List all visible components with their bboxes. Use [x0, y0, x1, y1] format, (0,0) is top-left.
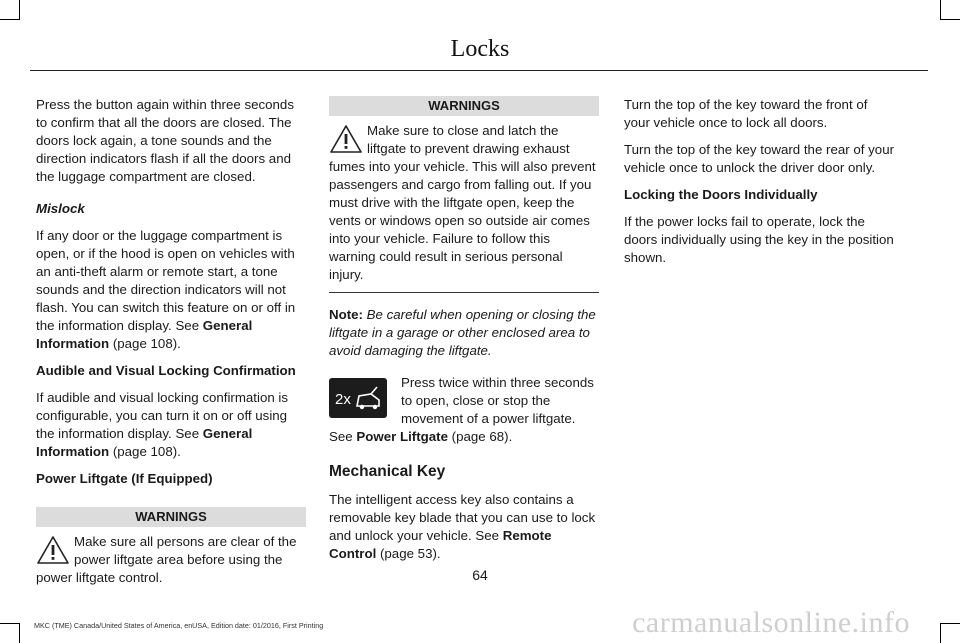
column-right — [624, 96, 896, 276]
confirm-paragraph: Press the button again within three seconds to confirm that all the doors are closed. The doors lock again, a tone sounds and the direction indicators flash if all the doors and the luggage compartment are closed. — [36, 97, 294, 184]
column-left — [36, 96, 306, 587]
crop-mark — [940, 623, 960, 624]
crop-mark — [940, 19, 960, 20]
column-middle — [329, 96, 599, 572]
mechanical-key-text: The intelligent access key also contains a removable key blade that you can use to lock and unlock your vehicle. See — [329, 492, 596, 543]
warnings-bar: WARNINGS — [329, 96, 599, 116]
mechanical-key-paragraph — [329, 491, 599, 563]
remote-control-link[interactable]: Remote Control — [329, 528, 552, 561]
general-information-link[interactable]: General Information — [36, 426, 253, 459]
liftgate-car-icon — [333, 382, 383, 414]
crop-mark — [940, 623, 941, 643]
locking-individually-paragraph: If the power locks fail to operate, lock the doors individually using the key in the position shown. — [624, 214, 894, 265]
note-paragraph — [329, 306, 599, 360]
crop-mark — [0, 623, 20, 624]
note-text: Be careful when opening or closing the liftgate in a garage or other enclosed area to avoid damaging the liftgate. — [329, 307, 596, 358]
mislock-paragraph — [36, 227, 306, 353]
mechanical-key-page-ref: (page 53). — [376, 546, 441, 561]
mislock-text: If any door or the luggage compartment is open, or if the hood is open on vehicles with an anti-theft alarm or remote start, a tone sounds and the direction indicators will not flash. You can switch this feature on or off in the information display. See — [36, 228, 296, 333]
audible-heading: Audible and Visual Locking Confirmation — [36, 363, 296, 378]
liftgate-heading: Power Liftgate (If Equipped) — [36, 471, 213, 486]
audible-text: If audible and visual locking confirmation is configurable, you can turn it on or off using the information display. See — [36, 390, 289, 441]
mislock-page-ref: (page 108). — [109, 336, 181, 351]
crop-mark — [940, 0, 941, 20]
liftgate-button-icon — [329, 378, 387, 418]
warning-block — [329, 122, 599, 293]
page-number: 64 — [472, 567, 488, 583]
crop-mark — [19, 623, 20, 643]
warning-text: Make sure to close and latch the liftgate to prevent drawing exhaust fumes into your vehicle. This will also prevent passengers and cargo from falling out. If you must drive with the liftgate open, keep the vents or windows open so outside air comes into your vehicle. Failure to follow this warning could result in serious personal injury. — [329, 123, 596, 282]
unlock-driver-paragraph: Turn the top of the key toward the rear of your vehicle once to unlock the driver door only. — [624, 142, 895, 175]
note-label: Note: — [329, 307, 363, 322]
warning-triangle-icon — [36, 535, 70, 565]
press-text: Press twice within three seconds to open, close or stop the movement of a power liftgate. See — [329, 375, 594, 444]
warning-text: Make sure all persons are clear of the power liftgate area before using the power liftgate control. — [36, 534, 297, 585]
crop-mark — [19, 0, 20, 20]
watermark: carmanualsonline.info — [632, 606, 910, 639]
power-liftgate-link[interactable]: Power Liftgate — [356, 429, 448, 444]
general-information-link[interactable]: General Information — [36, 318, 253, 351]
locking-individually-heading: Locking the Doors Individually — [624, 187, 818, 202]
liftgate-button-paragraph — [329, 374, 599, 446]
lock-all-paragraph: Turn the top of the key toward the front of your vehicle once to lock all doors. — [624, 97, 868, 130]
header-divider — [30, 70, 928, 71]
audible-page-ref: (page 108). — [109, 444, 181, 459]
page-title: Locks — [450, 36, 510, 62]
crop-mark — [0, 19, 20, 20]
mislock-heading: Mislock — [36, 201, 85, 216]
liftgate-icon-label: 2x — [335, 391, 351, 408]
press-page-ref: (page 68). — [447, 429, 513, 444]
warnings-bar: WARNINGS — [36, 507, 306, 527]
audible-paragraph — [36, 389, 306, 461]
edition-footer: MKC (TME) Canada/United States of America, enUSA, Edition date: 01/2016, First Printing — [34, 621, 324, 630]
mechanical-key-heading: Mechanical Key — [329, 463, 446, 480]
warning-triangle-icon — [329, 124, 363, 154]
